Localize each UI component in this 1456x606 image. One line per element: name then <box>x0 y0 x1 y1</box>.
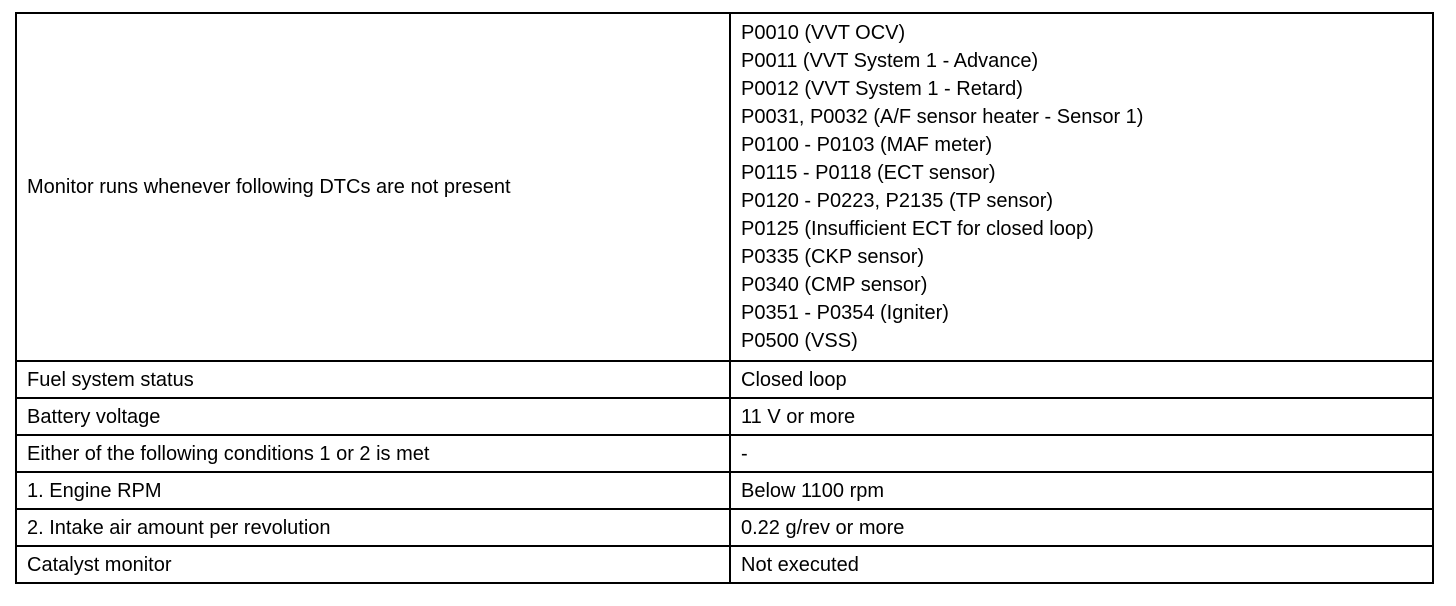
dtc-item: P0031, P0032 (A/F sensor heater - Sensor 1) <box>741 106 1144 128</box>
row-value-cell: 11 V or more <box>730 398 1433 435</box>
table-row-catalyst-monitor <box>16 546 1433 583</box>
table-row-engine-rpm <box>16 472 1433 509</box>
table-row-dtc-not-present <box>16 13 1433 361</box>
conditions-table <box>15 12 1434 584</box>
dtc-item: P0340 (CMP sensor) <box>741 274 928 296</box>
row-value-cell: Not executed <box>730 546 1433 583</box>
row-value-cell: - <box>730 435 1433 472</box>
table-row-fuel-system-status <box>16 361 1433 398</box>
row-label-cell: 2. Intake air amount per revolution <box>16 509 730 546</box>
row-value-cell: 0.22 g/rev or more <box>730 509 1433 546</box>
dtc-item: P0500 (VSS) <box>741 330 858 352</box>
dtc-item: P0335 (CKP sensor) <box>741 246 925 268</box>
row-value-cell: Below 1100 rpm <box>730 472 1433 509</box>
dtc-item: P0010 (VVT OCV) <box>741 22 906 44</box>
row-label-cell: 1. Engine RPM <box>16 472 730 509</box>
row-label-cell: Fuel system status <box>16 361 730 398</box>
dtc-item: P0120 - P0223, P2135 (TP sensor) <box>741 190 1054 212</box>
dtc-item: P0011 (VVT System 1 - Advance) <box>741 50 1039 72</box>
table-row-either-condition <box>16 435 1433 472</box>
dtc-list-cell <box>730 13 1433 361</box>
row-label-cell: Battery voltage <box>16 398 730 435</box>
table-row-battery-voltage <box>16 398 1433 435</box>
row-label-cell: Either of the following conditions 1 or 2 is met <box>16 435 730 472</box>
dtc-item: P0100 - P0103 (MAF meter) <box>741 134 993 156</box>
row-label-cell: Catalyst monitor <box>16 546 730 583</box>
table-row-intake-air-amount <box>16 509 1433 546</box>
dtc-item: P0125 (Insufficient ECT for closed loop) <box>741 218 1094 240</box>
row-value-cell: Closed loop <box>730 361 1433 398</box>
dtc-item: P0012 (VVT System 1 - Retard) <box>741 78 1023 100</box>
dtc-item: P0351 - P0354 (Igniter) <box>741 302 949 324</box>
dtc-item: P0115 - P0118 (ECT sensor) <box>741 162 996 184</box>
row-label-cell: Monitor runs whenever following DTCs are not present <box>16 13 730 361</box>
